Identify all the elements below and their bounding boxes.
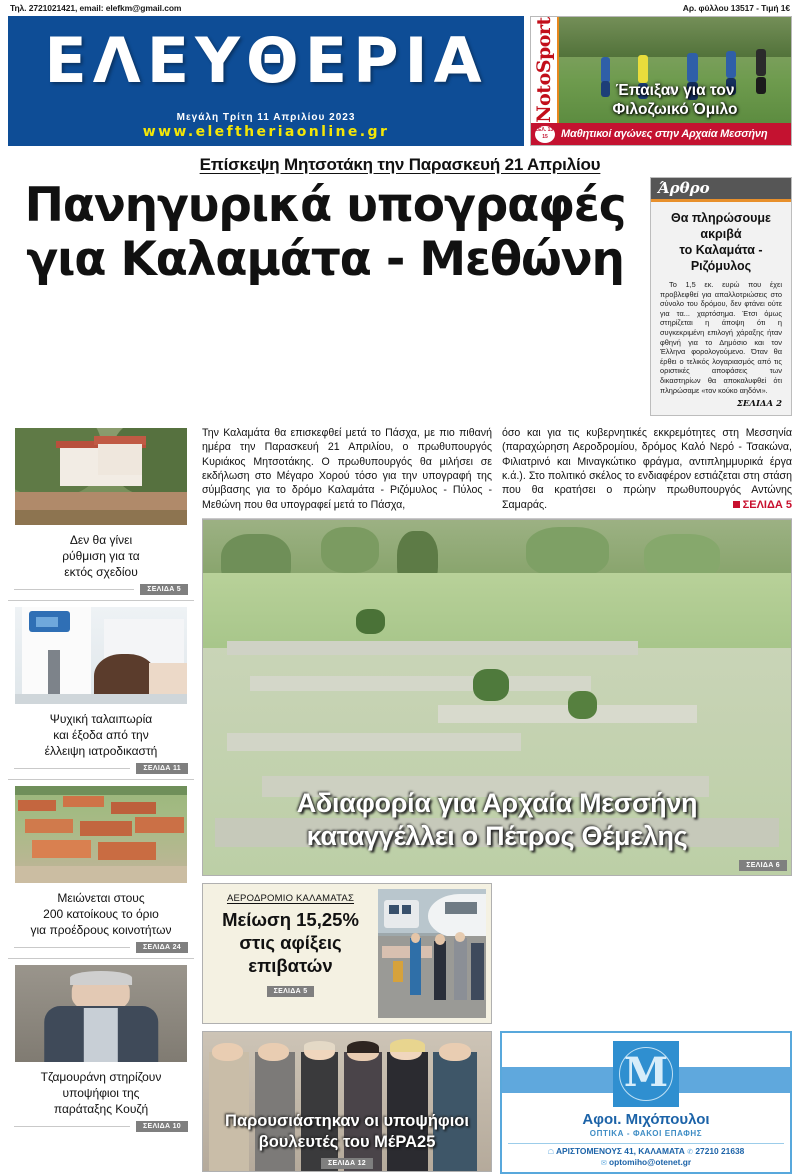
teaser-3-line3: παράταξης Κουζή [53,1102,149,1117]
teaser-0-line2: ρύθμιση για τα [62,549,140,564]
divider [508,1143,784,1144]
airport-headline-line3: επιβατών [248,955,333,977]
ancient-messene-ruins-photo[interactable] [202,519,792,876]
teaser-caption-2 [8,883,194,942]
divider [14,589,134,590]
teaser-3-line2: υποψήφιοι της [62,1086,140,1101]
ad-business-name: Αφοι. Μιχόπουλοι [582,1111,710,1129]
publication-date: Μεγάλη Τρίτη 11 Απριλίου 2023 [176,112,356,123]
village-rooftops-photo [15,786,187,883]
sport-promo-main [531,17,791,123]
teaser-1-line2: και έξοδα από την [53,728,149,743]
airport-footer [209,977,372,997]
lead-kicker-text: Επίσκεψη Μητσοτάκη την Παρασκευή 21 Απριλίου [199,155,601,174]
lead-body-text [202,426,792,519]
lead-col2-text: όσο και για τις κυβερνητικές εκκρεμότητες στη Μεσσηνία (παραχώρηση Αεροδρομίου, δρόμος Καλό Νερό - Τσακώνα, Φιλιατρινό και Μιναγκώτικο φράγμα, αντιπλημμυρικά έργα κ.ά.). Στο πολιτικό σκέλος το ενδιαφέρον εστιάζεται στη στάση που θα κρατήσει ο πρώην πρωθυπουργός Αντώνης Σαμαράς. [502,427,792,511]
page-ref-square-icon [733,501,740,508]
teaser-0-line1: Δεν θα γίνει [69,533,133,548]
ad-logo-letter: M [623,1049,669,1097]
teaser-0-page-ref[interactable]: ΣΕΛΙΔΑ 5 [140,584,188,595]
teaser-2-line1: Μειώνεται στους [57,891,145,906]
ad-address: ΑΡΙΣΤΟΜΕΝΟΥΣ 41, ΚΑΛΑΜΑΤΑ [555,1146,685,1157]
teaser-3-line1: Τζαμουράνη στηρίζουν [40,1070,162,1085]
headline-row [8,177,792,416]
airport-row [202,883,792,1024]
optician-advertisement[interactable] [500,1031,792,1174]
headline-line-1: Πανηγυρικά υπογραφές [24,178,626,233]
masthead-row [8,16,792,146]
main-photo-page-ref[interactable]: ΣΕΛΙΔΑ 6 [739,860,787,871]
notosport-label: NotoSport [533,17,555,123]
sport-promo-box[interactable] [530,16,792,146]
politician-portrait-photo [15,965,187,1062]
right-content-column [202,422,792,1174]
sport-promo-caption [559,81,791,119]
airport-page-ref[interactable]: ΣΕΛΙΔΑ 5 [267,986,315,997]
teaser-caption-0 [8,525,194,584]
website-url[interactable]: www.eleftheriaonline.gr [142,124,390,140]
issue-info: Αρ. φύλλου 13517 - Τιμή 1€ [682,3,790,13]
teaser-0-line3: εκτός σχεδίου [64,565,138,580]
lead-headline [8,177,642,416]
ad-phone[interactable]: 27210 21638 [695,1146,745,1157]
airport-passengers-photo [378,889,486,1018]
arthro-title-line2: ακριβά [700,227,742,241]
sport-bar-text: Μαθητικοί αγώνες στην Αρχαία Μεσσήνη [561,128,768,140]
arthro-title-line1: Θα πληρώσουμε [671,211,771,225]
optician-logo-icon [613,1041,679,1107]
arthro-title-line4: Ριζόμυλος [690,259,752,273]
mera25-page-ref[interactable]: ΣΕΛΙΔΑ 12 [321,1158,373,1169]
mera25-caption-line1: Παρουσιάστηκαν οι υποψήφιοι [225,1112,469,1131]
airport-kicker: ΑΕΡΟΔΡΟΜΙΟ ΚΑΛΑΜΑΤΑΣ [226,893,355,905]
teaser-2-page-ref[interactable]: ΣΕΛΙΔΑ 24 [136,942,188,953]
divider [14,1126,130,1127]
airport-story-box[interactable] [202,883,492,1024]
lead-column-1 [202,426,492,512]
airport-headline [209,904,372,977]
lead-kicker [8,146,792,177]
mera25-candidates-photo[interactable] [202,1031,492,1172]
masthead-logo-block [8,16,524,146]
ad-email[interactable]: optomiho@otenet.gr [609,1157,692,1168]
lead-column-2 [502,426,792,512]
ad-email-row [502,1157,790,1167]
teaser-caption-3 [8,1062,194,1121]
teaser-1-page-ref[interactable]: ΣΕΛΙΔΑ 11 [136,763,188,774]
teaser-footer-3 [8,1121,194,1137]
teaser-card-1[interactable] [8,600,194,779]
main-caption-line1: Αδιαφορία για Αρχαία Μεσσήνη [296,788,698,819]
teaser-card-0[interactable] [8,428,194,600]
masthead-info-line [8,0,792,16]
mera25-caption [203,1111,491,1153]
teaser-card-3[interactable] [8,958,194,1137]
home-icon: ☖ [547,1149,554,1157]
arthro-header-label: Άρθρο [651,178,791,202]
teaser-1-line3: έλλειψη ιατροδικαστή [44,744,158,759]
main-photo-caption [203,787,791,853]
content-grid [8,422,792,1174]
mera25-caption-line2: βουλευτές του ΜέΡΑ25 [258,1133,436,1152]
sport-photo [559,17,791,123]
page-badge-icon: ΣΕΛ. 13-15 [535,126,555,143]
opinion-article-box[interactable] [650,177,792,416]
teaser-footer-1 [8,763,194,779]
notosport-flag [531,17,559,123]
lead-col1-text: Την Καλαμάτα θα επισκεφθεί μετά το Πάσχα, με πιο πιθανή ημέρα την Παρασκευή 21 Απριλίου, ο πρωθυπουργός Κυριάκος Μητσοτάκης. Ο πρωθυπουργός θα μιλήσει σε εκδήλωση στο Μέγαρο Χορού τόσο για την υπογραφή της σύμβασης για το δρόμο Καλαμάτα - Ριζόμυλος - Πύλος - Μεθώνη που θα υπογραφεί μετά το Πάσχα, [202,427,492,511]
arthro-title [651,202,791,280]
teaser-caption-1 [8,704,194,763]
airport-headline-line1: Μείωση 15,25% [222,909,359,931]
ad-address-row [502,1146,790,1156]
divider [14,768,130,769]
sport-caption-line2: Φιλοζωικό Όμιλο [612,101,738,118]
teaser-3-page-ref[interactable]: ΣΕΛΙΔΑ 10 [136,1121,188,1132]
sport-promo-bar [531,123,791,145]
divider [14,947,130,948]
main-caption-line2: καταγγέλλει ο Πέτρος Θέμελης [306,821,688,852]
arthro-page-ref[interactable]: ΣΕΛΙΔΑ 2 [736,399,782,410]
arthro-body-text: Το 1,5 εκ. ευρώ που έχει προβλεφθεί για απαλλοτριώσεις στο σύνολο του δρόμου, δεν φτάνει ούτε για τα... χαρτόσημα. Έτσι όμως στηρίζεται η άποψη ότι η συγκεκριμένη επιλογή χάραξης ήταν φθηνή για το Δημόσιο και τον Έλληνα φορολογούμενο. Όταν θα έρθει ο τελικός λογαριασμός από τις οριστικές αποφάσεις των δικαστηρίων θα αποκαλυφθεί ότι πληρώσαμε «τον κούκο αηδόνι». [660,280,782,395]
contact-info: Τηλ. 2721021421, email: elefkm@gmail.com [10,3,182,13]
doctor-patient-photo [15,607,187,704]
airport-text [203,884,378,1023]
teaser-card-2[interactable] [8,779,194,958]
airport-headline-line2: στις αφίξεις [239,932,342,954]
teaser-2-line3: για προέδρους κοινοτήτων [30,923,172,938]
teaser-footer-0 [8,584,194,600]
teaser-2-line2: 200 κατοίκους το όριο [43,907,159,922]
teaser-footer-2 [8,942,194,958]
left-teaser-column [8,422,194,1174]
sport-caption-line1: Έπαιξαν για τον [615,82,735,99]
headline-line-2: για Καλαμάτα - Μεθώνη [26,232,624,287]
arthro-body [651,280,791,395]
phone-icon: ✆ [687,1149,694,1157]
ad-business-sub: ΟΠΤΙΚΑ - ΦΑΚΟΙ ΕΠΑΦΗΣ [589,1129,703,1139]
envelope-icon: ✉ [600,1160,607,1168]
arthro-title-line3: το Καλαμάτα - [679,243,763,257]
bottom-row [202,1031,792,1174]
newspaper-logo: ΕΛΕΥΘΕΡΙΑ [44,24,488,97]
lead-page-ref[interactable]: ΣΕΛΙΔΑ 5 [742,498,792,511]
villa-hillside-photo [15,428,187,525]
teaser-1-line1: Ψυχική ταλαιπωρία [49,712,153,727]
